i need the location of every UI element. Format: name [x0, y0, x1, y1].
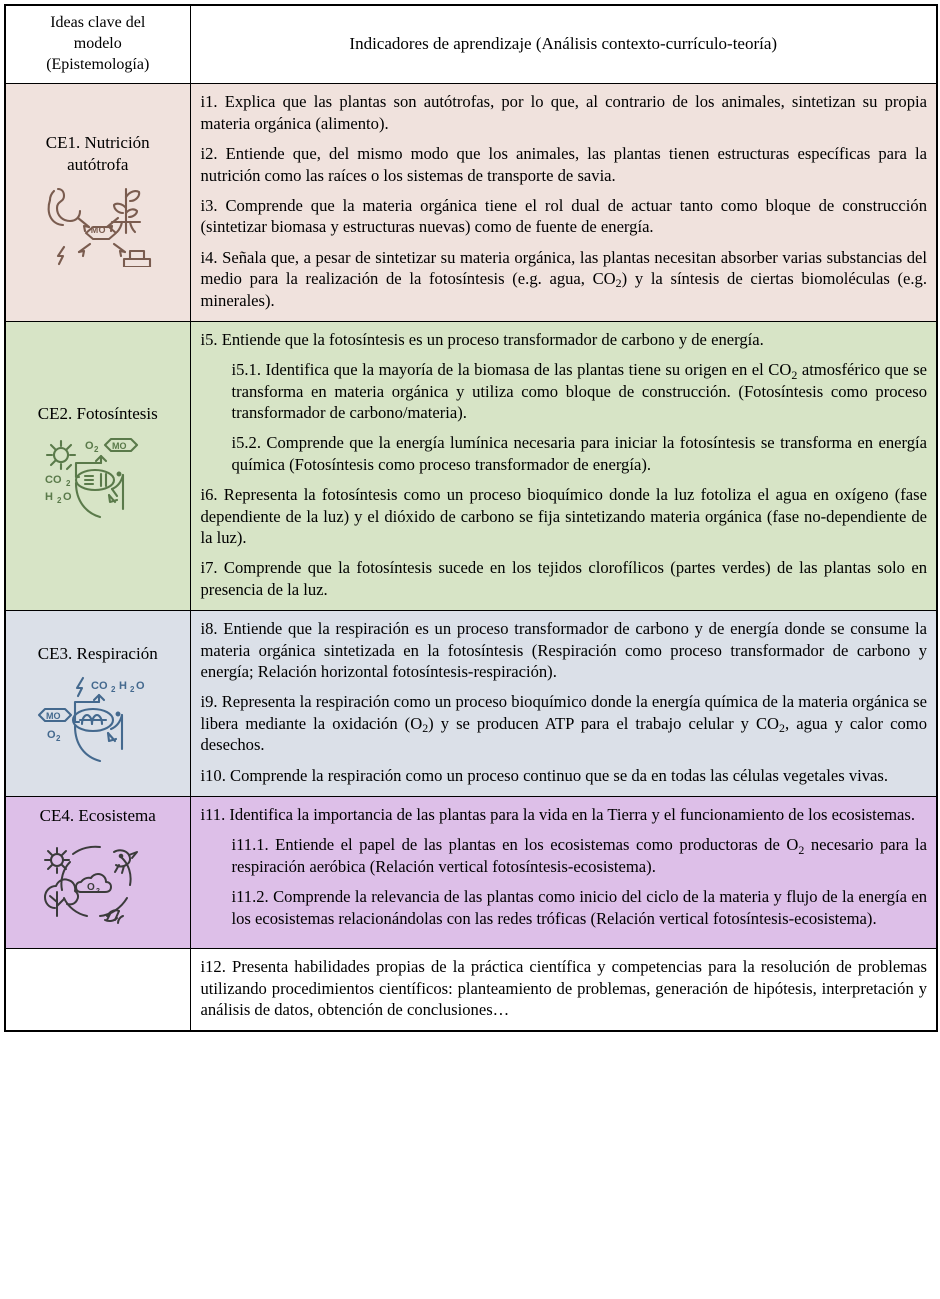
indicator-i1: i1. Explica que las plantas son autótrofas, por lo que, al contrario de los animales, sintetizan su propia materia orgánica (alimento).	[200, 92, 927, 133]
table-header-row	[5, 5, 937, 84]
svg-text:CO: CO	[44, 473, 62, 486]
svg-text:O: O	[86, 882, 95, 894]
idea-cell-ce2	[5, 321, 190, 610]
svg-text:2: 2	[129, 685, 135, 695]
svg-text:O: O	[135, 680, 145, 693]
idea-cell-empty	[5, 949, 190, 1032]
learning-indicators-table	[4, 4, 938, 1032]
indicators-cell-practice	[190, 949, 937, 1032]
photosynthesis-chloroplast-diagram-icon	[12, 431, 184, 527]
indicator-i3: i3. Comprende que la materia orgánica tiene el rol dual de actuar tanto como bloque de construcción (sintetizar biomasa y estructuras nuevas) como de fuente de energía.	[200, 195, 927, 237]
ecosystem-cycle-diagram-icon	[12, 832, 184, 938]
table-row-ce4	[5, 796, 937, 948]
indicator-i2: i2. Entiende que, del mismo modo que los animales, las plantas tienen estructuras específicas para la nutrición como las raíces o los sistemas de transporte de savia.	[200, 144, 927, 185]
svg-text:2: 2	[110, 685, 116, 695]
indicator-i5: i5. Entiende que la fotosíntesis es un proceso transformador de carbono y de energía.	[200, 329, 764, 349]
svg-text:2: 2	[55, 734, 61, 744]
svg-text:2: 2	[93, 444, 99, 454]
indicator-i11: i11. Identifica la importancia de las plantas para la vida en la Tierra y el funcionamiento de los ecosistemas.	[200, 804, 916, 824]
indicator-i11-2: i11.2. Comprende la relevancia de las plantas como inicio del ciclo de la materia y flujo de la energía en los ecosistemas relacionándolas con las redes tróficas (Relación vertical fotosíntesis-ecosistema).	[231, 887, 927, 928]
indicators-cell-ce3	[190, 611, 937, 797]
table-row-ce2	[5, 321, 937, 610]
svg-text:2: 2	[65, 478, 71, 488]
icon-text-mo-ce1: MO	[90, 224, 106, 235]
indicator-i9: i9. Representa la respiración como un proceso bioquímico donde la energía química de la materia orgánica se libera mediante la oxidación $(O_2)$ y se producen ATP para el trabajo celular y $CO_2$, agua y calor como desechos.	[200, 692, 927, 755]
indicator-i12: i12. Presenta habilidades propias de la práctica científica y competencias para la resolución de problemas utilizando procedimientos científicos: planteamiento de problemas, generación de hipótesis, interpretación y análisis de datos, obtención de conclusiones…	[200, 957, 927, 1019]
idea-cell-ce3	[5, 611, 190, 797]
svg-text:H: H	[44, 490, 53, 503]
svg-text:2: 2	[56, 495, 62, 505]
indicator-i11-1: i11.1. Entiende el papel de las plantas en los ecosistemas como productoras de $O_2$ necesario para la respiración aeróbica (Relación vertical fotosíntesis-ecosistema).	[231, 835, 927, 876]
idea-label-ce1	[12, 132, 184, 175]
header-ideas-line-2: modelo	[73, 34, 122, 52]
idea-cell-ce4	[5, 796, 190, 948]
idea-label-ce4: CE4. Ecosistema	[39, 805, 156, 825]
indicator-i10: i10. Comprende la respiración como un proceso continuo que se da en todas las células vegetales vivas.	[200, 765, 889, 785]
header-ideas-line-3: (Epistemología)	[46, 55, 150, 73]
idea-cell-ce1	[5, 84, 190, 322]
indicator-i7: i7. Comprende que la fotosíntesis sucede en los tejidos clorofílicos (partes verdes) de las plantas solo en presencia de la luz.	[200, 558, 927, 599]
svg-text:MO: MO	[111, 440, 127, 451]
column-header-ideas-clave	[5, 5, 190, 84]
header-ideas-line-1: Ideas clave del	[50, 14, 146, 31]
indicators-cell-ce4	[190, 796, 937, 948]
svg-text:CO: CO	[90, 680, 108, 693]
indicators-cell-ce2	[190, 321, 937, 610]
table-row-practice	[5, 949, 937, 1032]
respiration-mitochondria-diagram-icon	[12, 670, 184, 762]
idea-label-ce1-line-2: autótrofa	[67, 154, 129, 174]
svg-text:O: O	[84, 439, 94, 452]
svg-text:H: H	[118, 680, 127, 693]
indicator-i6: i6. Representa la fotosíntesis como un proceso bioquímico donde la luz fotoliza el agua en oxígeno (fase dependiente de la luz) y el dióxido de carbono se fija sintetizando materia orgánica (fase no-dependiente de la luz).	[200, 485, 927, 548]
table-row-ce3	[5, 611, 937, 797]
indicators-cell-ce1	[190, 84, 937, 322]
idea-label-ce1-line-1: CE1. Nutrición	[45, 133, 150, 153]
idea-label-ce2: CE2. Fotosíntesis	[37, 404, 158, 424]
table-row-ce1	[5, 84, 937, 322]
idea-label-ce3: CE3. Respiración	[37, 643, 158, 663]
indicator-i5-1: i5.1. Identifica que la mayoría de la biomasa de las plantas tiene su origen en el $CO_2$ atmosférico que se transforma en materia orgánica y utiliza como bloque de construcción. (Fotosíntesis como proceso transformador de carbono/materia).	[231, 360, 927, 423]
indicator-i4: i4. Señala que, a pesar de sintetizar su materia orgánica, las plantas necesitan absorber varias substancias del medio para la realización de la fotosíntesis (e.g. agua, $CO_2$) y la síntesis de ciertas biomoléculas (e.g. minerales).	[200, 247, 928, 310]
svg-text:MO: MO	[45, 711, 61, 722]
svg-text:2: 2	[95, 888, 100, 896]
column-header-indicadores: Indicadores de aprendizaje (Análisis contexto-currículo-teoría)	[190, 5, 937, 84]
indicator-i8: i8. Entiende que la respiración es un proceso transformador de carbono y de energía donde se consume la materia orgánica sintetizada en la fotosíntesis (Respiración como proceso transformador de carbono y energía; Relación horizontal fotosíntesis-respiración).	[200, 619, 927, 681]
indicator-i5-2: i5.2. Comprende que la energía lumínica necesaria para iniciar la fotosíntesis se transforma en energía química (Fotosíntesis como proceso transformador de energía).	[231, 433, 927, 474]
svg-text:O: O	[46, 729, 56, 742]
svg-text:O: O	[62, 490, 72, 503]
